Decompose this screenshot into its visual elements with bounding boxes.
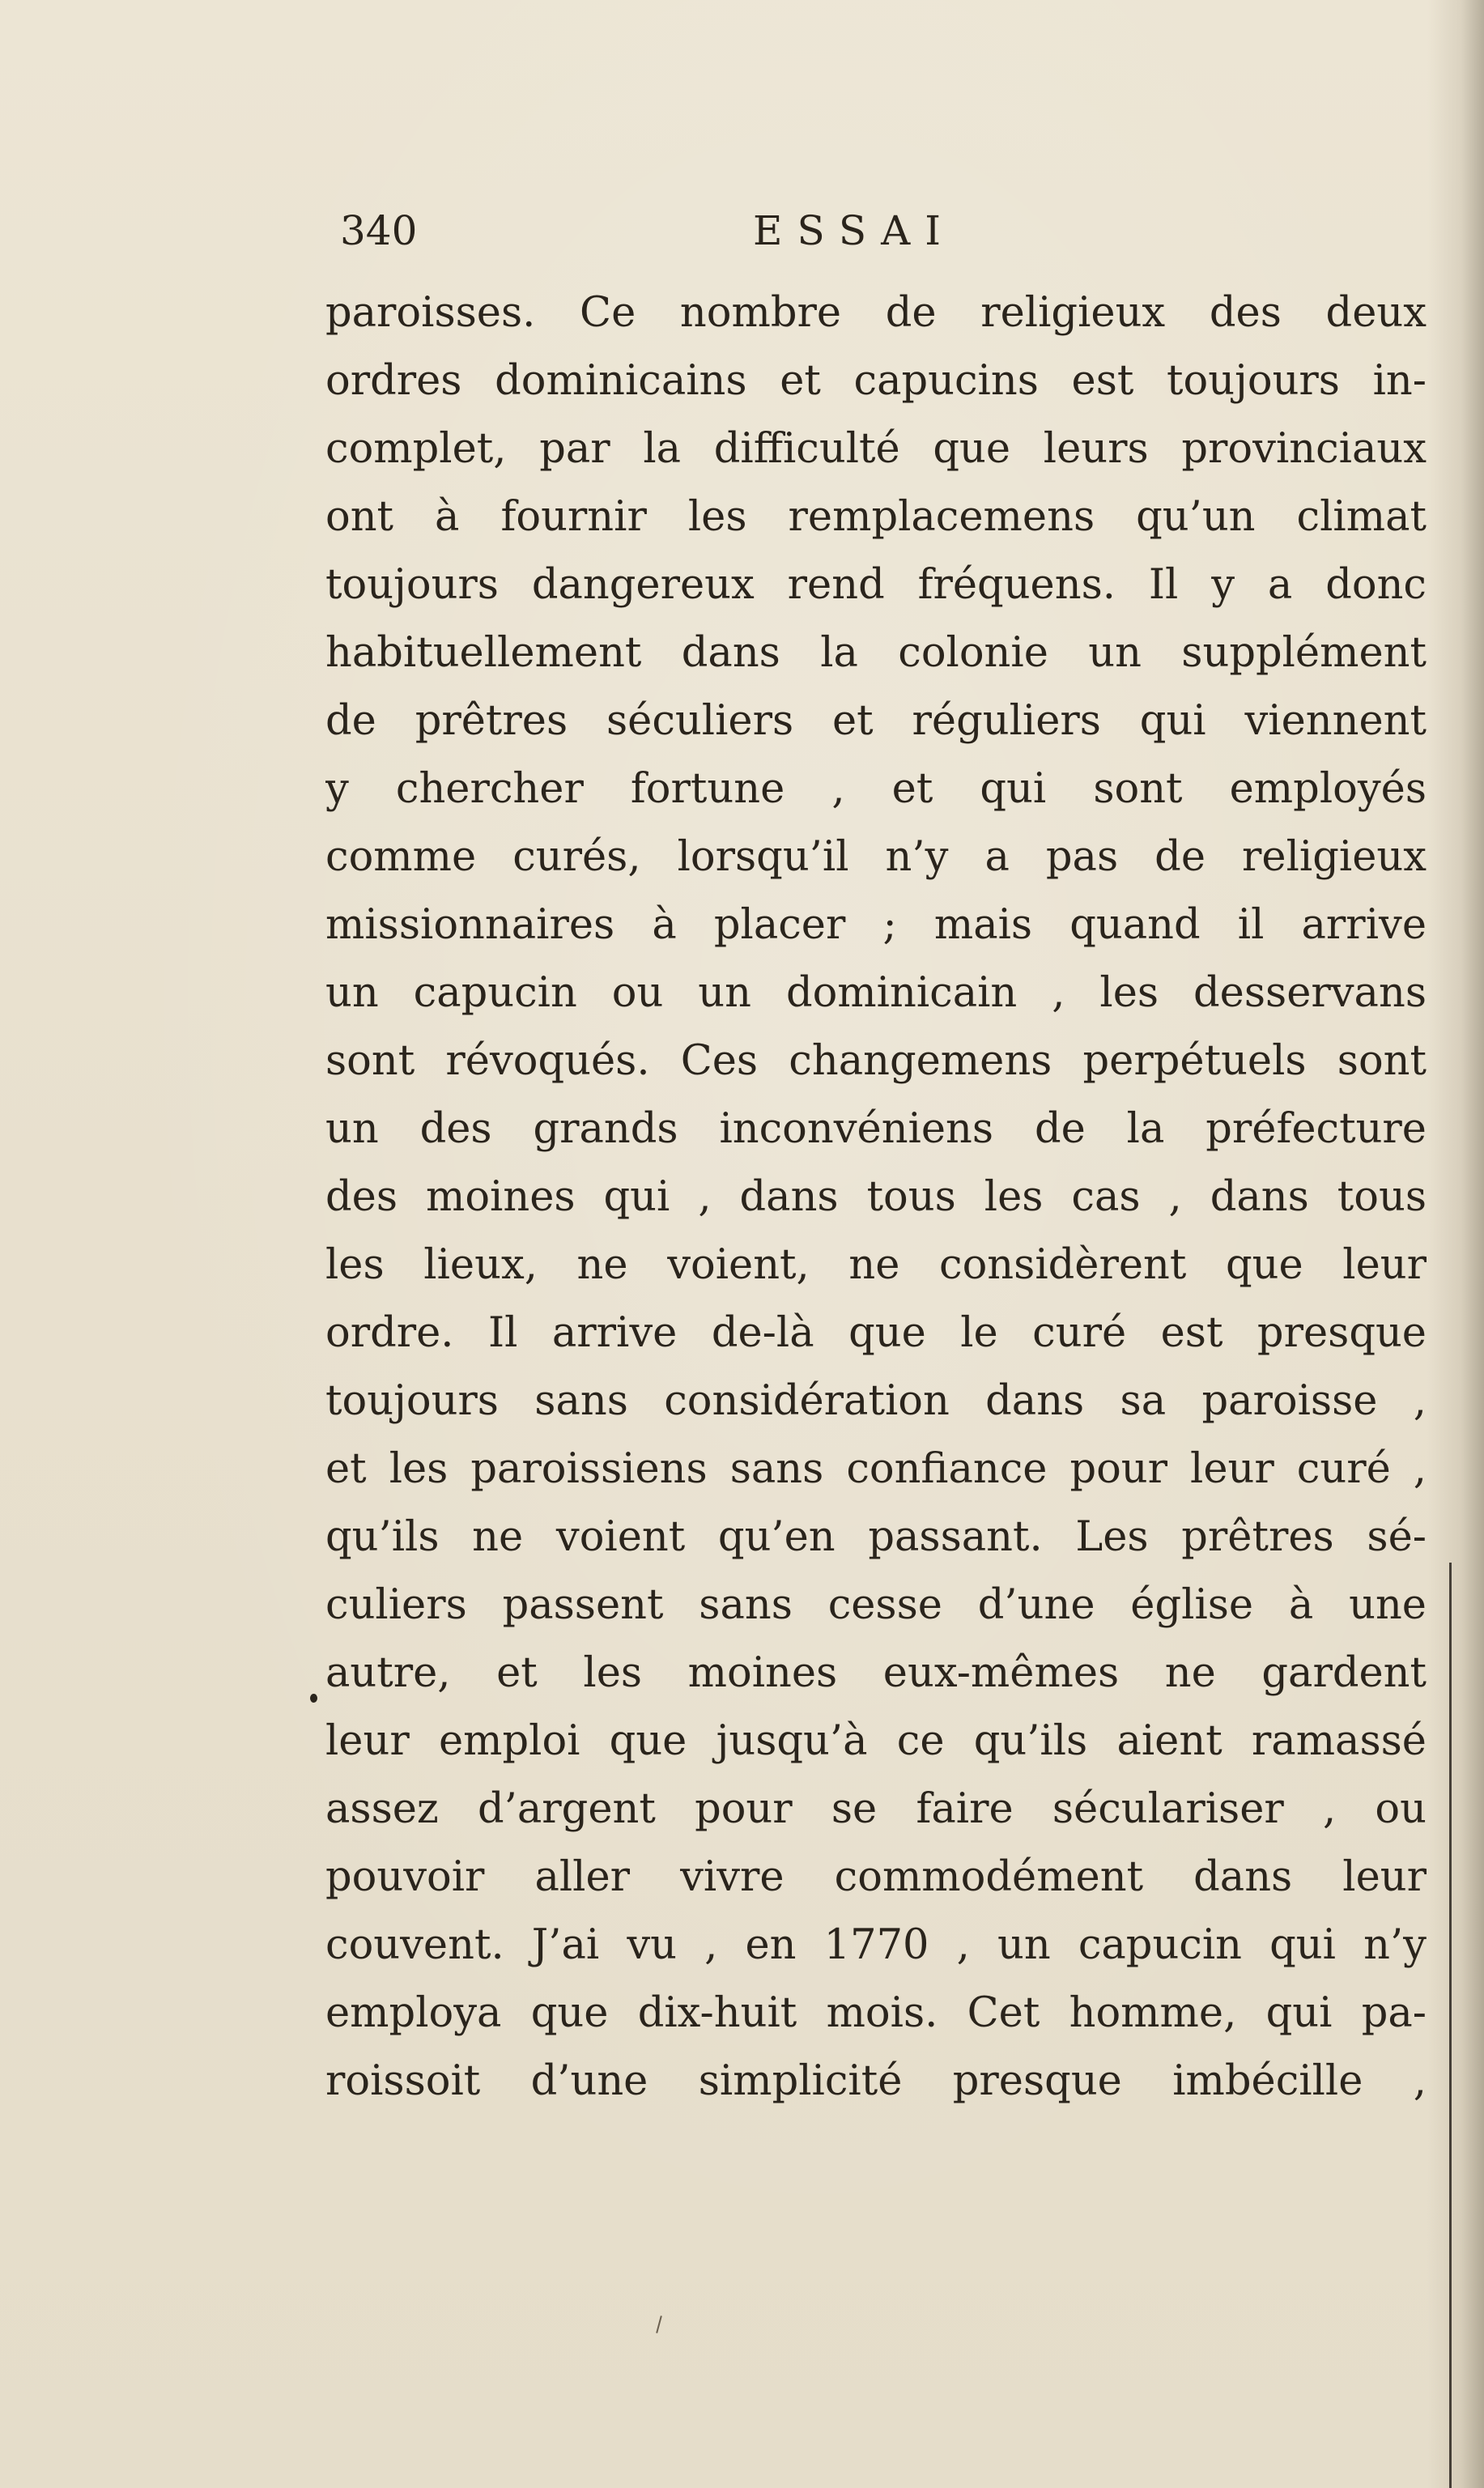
page-header xyxy=(340,202,1231,259)
running-head: ESSAI xyxy=(753,207,955,254)
text-line: qu’ils ne voient qu’en passant. Les prêtres sé- xyxy=(325,1513,1427,1561)
text-line: y chercher fortune , et qui sont employés xyxy=(325,765,1427,813)
text-line: missionnaires à placer ; mais quand il arrive xyxy=(325,901,1427,949)
text-line: les lieux, ne voient, ne considèrent que leur xyxy=(325,1241,1427,1289)
text-line: un des grands inconvéniens de la préfecture xyxy=(325,1105,1427,1153)
body-text xyxy=(325,279,1427,2116)
text-line: sont révoqués. Ces changemens perpétuels sont xyxy=(325,1037,1427,1085)
page-edge-line xyxy=(1449,1563,1452,2488)
text-line: culiers passent sans cesse d’une église à une xyxy=(325,1581,1427,1629)
margin-tick xyxy=(656,2316,662,2333)
text-line: ordres dominicains et capucins est toujours in- xyxy=(325,357,1427,405)
text-line: ordre. Il arrive de-là que le curé est presque xyxy=(325,1309,1427,1357)
page-number: 340 xyxy=(340,207,418,254)
text-line: leur emploi que jusqu’à ce qu’ils aient ramassé xyxy=(325,1717,1427,1765)
text-line: toujours sans considération dans sa paroisse , xyxy=(325,1377,1427,1425)
page-edge-shadow xyxy=(1427,0,1484,2488)
text-line: ont à fournir les remplacemens qu’un climat xyxy=(325,493,1427,541)
margin-mark xyxy=(310,1694,317,1703)
text-line: paroisses. Ce nombre de religieux des deux xyxy=(325,289,1427,337)
text-line: et les paroissiens sans confiance pour leur curé , xyxy=(325,1445,1427,1493)
text-line: des moines qui , dans tous les cas , dans tous xyxy=(325,1173,1427,1221)
text-line: assez d’argent pour se faire séculariser , ou xyxy=(325,1785,1427,1833)
text-line: couvent. J’ai vu , en 1770 , un capucin qui n’y xyxy=(325,1921,1427,1969)
text-line: roissoit d’une simplicité presque imbécille , xyxy=(325,2057,1427,2105)
text-line: un capucin ou un dominicain , les desservans xyxy=(325,969,1427,1017)
text-line: de prêtres séculiers et réguliers qui viennent xyxy=(325,697,1427,745)
text-line: toujours dangereux rend fréquens. Il y a donc xyxy=(325,561,1427,609)
text-line: employa que dix-huit mois. Cet homme, qui pa- xyxy=(325,1989,1427,2037)
text-line: habituellement dans la colonie un supplément xyxy=(325,629,1427,677)
text-line: autre, et les moines eux-mêmes ne gardent xyxy=(325,1649,1427,1697)
text-line: comme curés, lorsqu’il n’y a pas de religieux xyxy=(325,833,1427,881)
text-line: pouvoir aller vivre commodément dans leur xyxy=(325,1853,1427,1901)
text-line: complet, par la difficulté que leurs provinciaux xyxy=(325,425,1427,473)
